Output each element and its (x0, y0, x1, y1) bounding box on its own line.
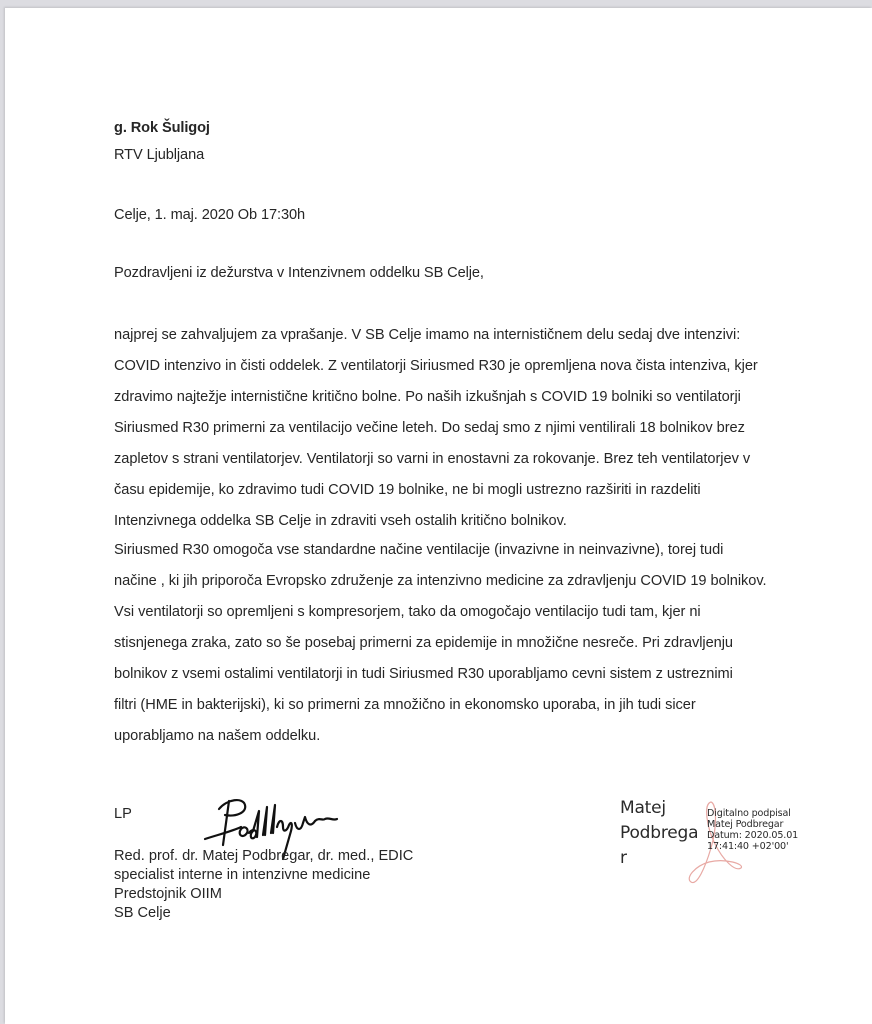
signer-specialty: specialist interne in intenzivne medicine (114, 867, 371, 883)
letter-page (5, 8, 872, 1024)
digital-signature-detail: Digitalno podpisal (707, 808, 791, 819)
body-line: načine , ki jih priporoča Evropsko združenje za intenzivno medicine za zdravljenju COVID 19 bolnikov. (114, 573, 767, 589)
signer-name-title: Red. prof. dr. Matej Podbregar, dr. med., EDIC (114, 848, 414, 864)
body-line: uporabljamo na našem oddelku. (114, 728, 321, 744)
body-line: času epidemije, ko zdravimo tudi COVID 19 bolnike, ne bi mogli ustrezno razširiti in razdeliti (114, 482, 701, 498)
body-line: filtri (HME in bakterijski), ki so primerni za množično in ekonomsko uporaba, in jih tudi sicer (114, 697, 696, 713)
body-line: zdravimo najtežje internistične kritično bolne. Po naših izkušnjah s COVID 19 bolniki so ventilatorji (114, 389, 741, 405)
digital-signature-detail: Matej Podbregar (707, 819, 784, 830)
closing-lp: LP (114, 806, 132, 822)
date-line: Celje, 1. maj. 2020 Ob 17:30h (114, 207, 305, 223)
body-line: najprej se zahvaljujem za vprašanje. V SB Celje imamo na internističnem delu sedaj dve intenzivi: (114, 327, 741, 343)
recipient-name: g. Rok Šuligoj (114, 120, 210, 136)
body-line: Vsi ventilatorji so opremljeni s kompresorjem, tako da omogočajo ventilacijo tudi tam, kjer ni (114, 604, 701, 620)
digital-signature-time: 17:41:40 +02'00' (707, 841, 789, 852)
body-line: bolnikov z vsemi ostalimi ventilatorji in tudi Siriusmed R30 uporabljamo cevni sistem z ustreznimi (114, 666, 733, 682)
digital-signer-name-line: Matej (620, 798, 666, 818)
greeting: Pozdravljeni iz dežurstva v Intenzivnem oddelku SB Celje, (114, 265, 484, 281)
body-line: COVID intenzivo in čisti oddelek. Z ventilatorji Siriusmed R30 je opremljena nova čista intenziva, kjer (114, 358, 758, 374)
digital-signer-name-line: Podbrega (620, 823, 699, 843)
recipient-organization: RTV Ljubljana (114, 147, 205, 163)
body-line: Intenzivnega oddelka SB Celje in zdraviti vseh ostalih kritično bolnikov. (114, 513, 567, 529)
body-line: Siriusmed R30 primerni za ventilacijo večine leteh. Do sedaj smo z njimi ventilirali 18 bolnikov brez (114, 420, 745, 436)
signer-institution: SB Celje (114, 905, 171, 921)
body-line: zapletov s strani ventilatorjev. Ventilatorji so varni in enostavni za rokovanje. Brez teh ventilatorjev v (114, 451, 751, 467)
body-line: stisnjenega zraka, zato so še posebaj primerni za epidemije in množične nesreče. Pri zdravljenju (114, 635, 733, 651)
digital-signer-name-line: r (620, 848, 627, 868)
signer-position: Predstojnik OIIM (114, 886, 222, 902)
body-line: Siriusmed R30 omogoča vse standardne načine ventilacije (invazivne in neinvazivne), torej tudi (114, 542, 724, 558)
digital-signature-date: Datum: 2020.05.01 (707, 830, 799, 841)
